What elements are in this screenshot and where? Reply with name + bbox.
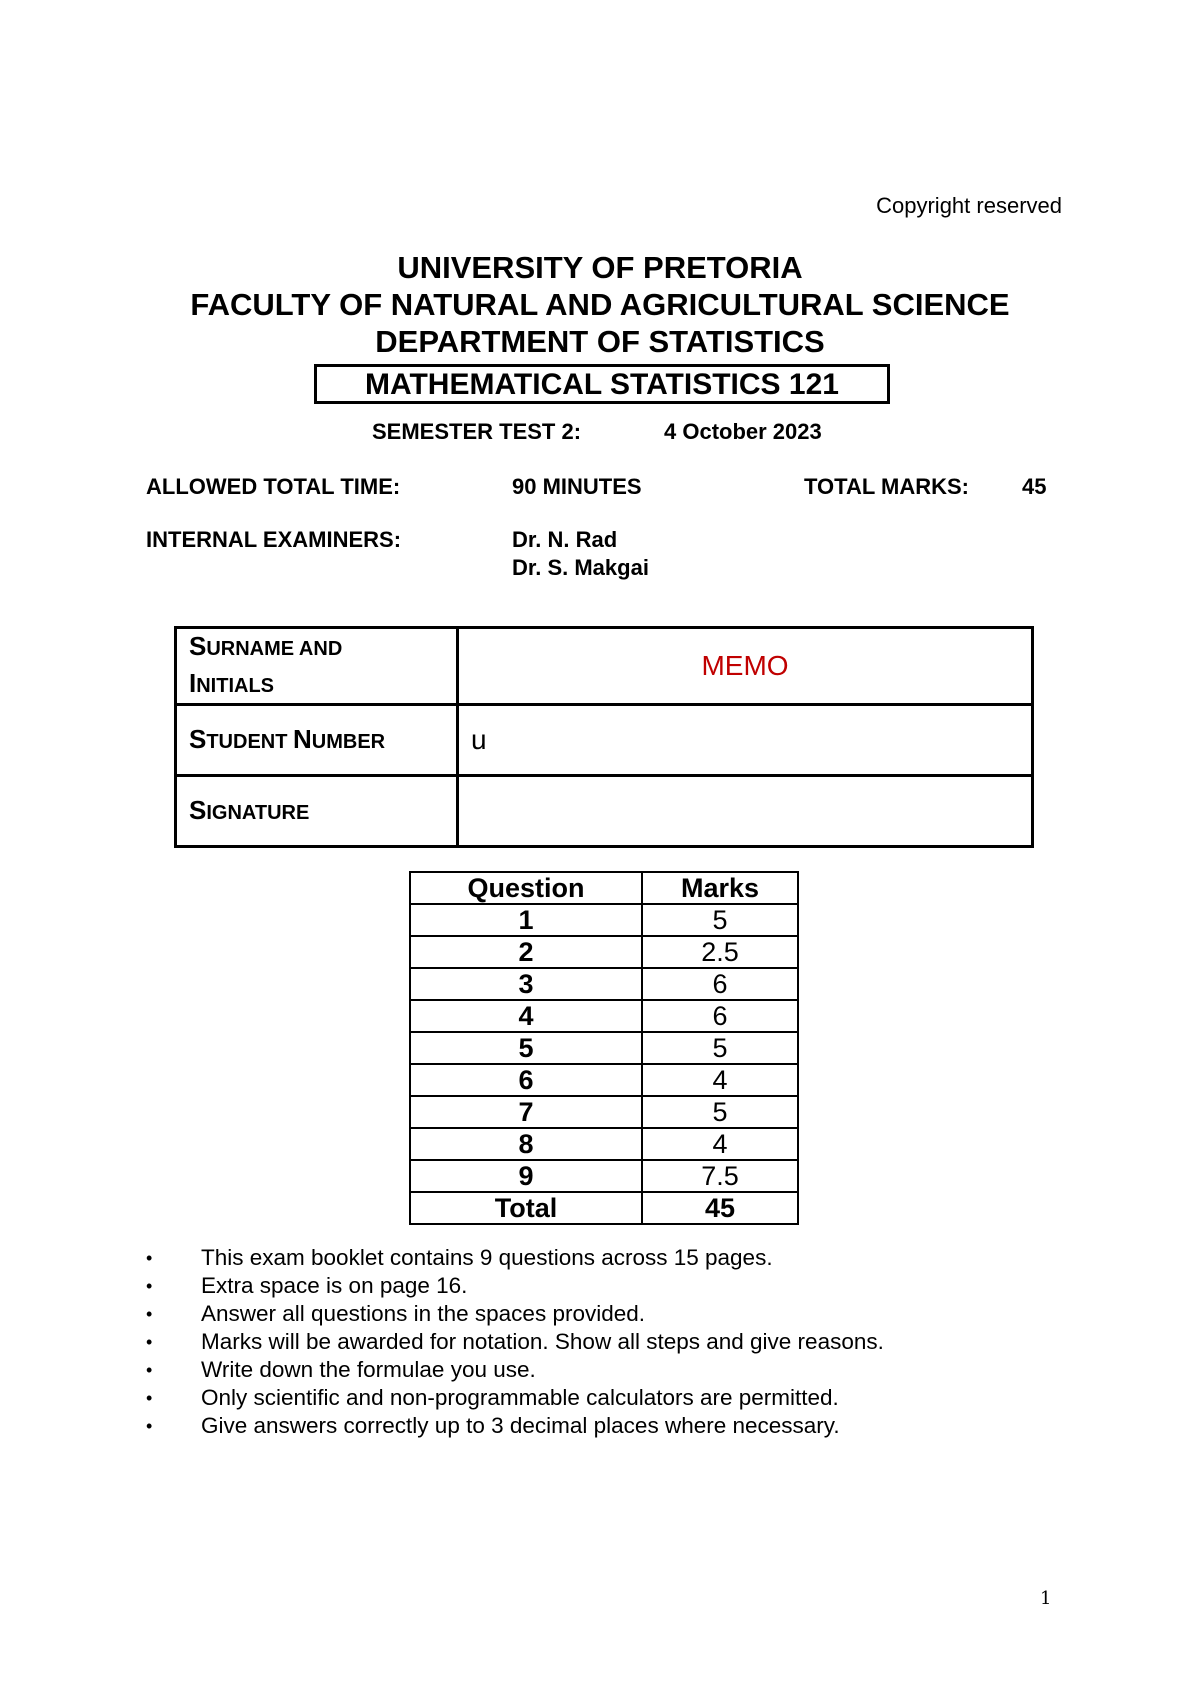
marks-header: Marks: [642, 872, 798, 904]
question-number: 5: [410, 1032, 642, 1064]
table-row: [410, 904, 798, 936]
total-marks-value: 45: [1022, 474, 1047, 499]
instruction-text: Answer all questions in the spaces provided.: [201, 1301, 646, 1326]
question-marks: 6: [642, 1000, 798, 1032]
instructions-list: [146, 1244, 1146, 1440]
instruction-text: This exam booklet contains 9 questions across 15 pages.: [201, 1245, 773, 1270]
surname-label: SURNAME AND INITIALS: [176, 628, 458, 705]
course-title: MATHEMATICAL STATISTICS 121: [314, 364, 890, 404]
time-value: 90 MINUTES: [512, 474, 642, 499]
question-marks: 6: [642, 968, 798, 1000]
table-row: [410, 1032, 798, 1064]
table-row: [410, 1160, 798, 1192]
marks-header-row: [410, 872, 798, 904]
total-row: [410, 1192, 798, 1224]
question-marks: 2.5: [642, 936, 798, 968]
instruction-text: Extra space is on page 16.: [201, 1273, 468, 1298]
instruction-text: Write down the formulae you use.: [201, 1357, 536, 1382]
instruction-text: Marks will be awarded for notation. Show all steps and give reasons.: [201, 1329, 884, 1354]
examiner-name: Dr. N. Rad: [512, 527, 618, 552]
table-row: [410, 936, 798, 968]
question-marks: 4: [642, 1064, 798, 1096]
student-number-value[interactable]: u: [458, 705, 1033, 776]
question-header: Question: [410, 872, 642, 904]
instruction-text: Give answers correctly up to 3 decimal places where necessary.: [201, 1413, 840, 1438]
total-label: Total: [410, 1192, 642, 1224]
question-marks: 5: [642, 1032, 798, 1064]
department-title: DEPARTMENT OF STATISTICS: [375, 324, 825, 359]
test-label: SEMESTER TEST 2:: [372, 419, 582, 444]
test-date: 4 October 2023: [664, 419, 822, 444]
surname-row: [176, 628, 1033, 705]
question-number: 3: [410, 968, 642, 1000]
student-details-table: [174, 626, 1034, 848]
question-marks: 7.5: [642, 1160, 798, 1192]
student-number-label: STUDENT NUMBER: [176, 705, 458, 776]
faculty-title: FACULTY OF NATURAL AND AGRICULTURAL SCIENCE: [190, 287, 1010, 322]
question-marks: 5: [642, 904, 798, 936]
question-number: 2: [410, 936, 642, 968]
examiner-name: Dr. S. Makgai: [512, 555, 649, 580]
student-number-row: [176, 705, 1033, 776]
question-number: 9: [410, 1160, 642, 1192]
table-row: [410, 1000, 798, 1032]
total-value: 45: [642, 1192, 798, 1224]
copyright-notice: Copyright reserved: [876, 193, 1062, 218]
examiners-label: INTERNAL EXAMINERS:: [146, 527, 402, 552]
university-title: UNIVERSITY OF PRETORIA: [397, 250, 803, 285]
total-marks-label: TOTAL MARKS:: [804, 474, 969, 499]
bullet-icon: •: [146, 1416, 153, 1436]
question-number: 6: [410, 1064, 642, 1096]
question-marks: 4: [642, 1128, 798, 1160]
list-item: [146, 1300, 1146, 1328]
signature-label: SIGNATURE: [176, 776, 458, 847]
list-item: [146, 1384, 1146, 1412]
question-number: 8: [410, 1128, 642, 1160]
bullet-icon: •: [146, 1332, 153, 1352]
list-item: [146, 1412, 1146, 1440]
instruction-text: Only scientific and non-programmable calculators are permitted.: [201, 1385, 839, 1410]
bullet-icon: •: [146, 1360, 153, 1380]
question-number: 4: [410, 1000, 642, 1032]
bullet-icon: •: [146, 1276, 153, 1296]
time-label: ALLOWED TOTAL TIME:: [146, 474, 401, 499]
table-row: [410, 1096, 798, 1128]
marks-table: [409, 871, 799, 1225]
question-number: 7: [410, 1096, 642, 1128]
surname-value[interactable]: MEMO: [458, 628, 1033, 705]
bullet-icon: •: [146, 1304, 153, 1324]
list-item: [146, 1272, 1146, 1300]
signature-row: [176, 776, 1033, 847]
table-row: [410, 1128, 798, 1160]
bullet-icon: •: [146, 1388, 153, 1408]
bullet-icon: •: [146, 1248, 153, 1268]
list-item: [146, 1356, 1146, 1384]
list-item: [146, 1244, 1146, 1272]
question-marks: 5: [642, 1096, 798, 1128]
table-row: [410, 1064, 798, 1096]
list-item: [146, 1328, 1146, 1356]
table-row: [410, 968, 798, 1000]
page-number: 1: [1040, 1588, 1052, 1609]
question-number: 1: [410, 904, 642, 936]
signature-value[interactable]: [458, 776, 1033, 847]
